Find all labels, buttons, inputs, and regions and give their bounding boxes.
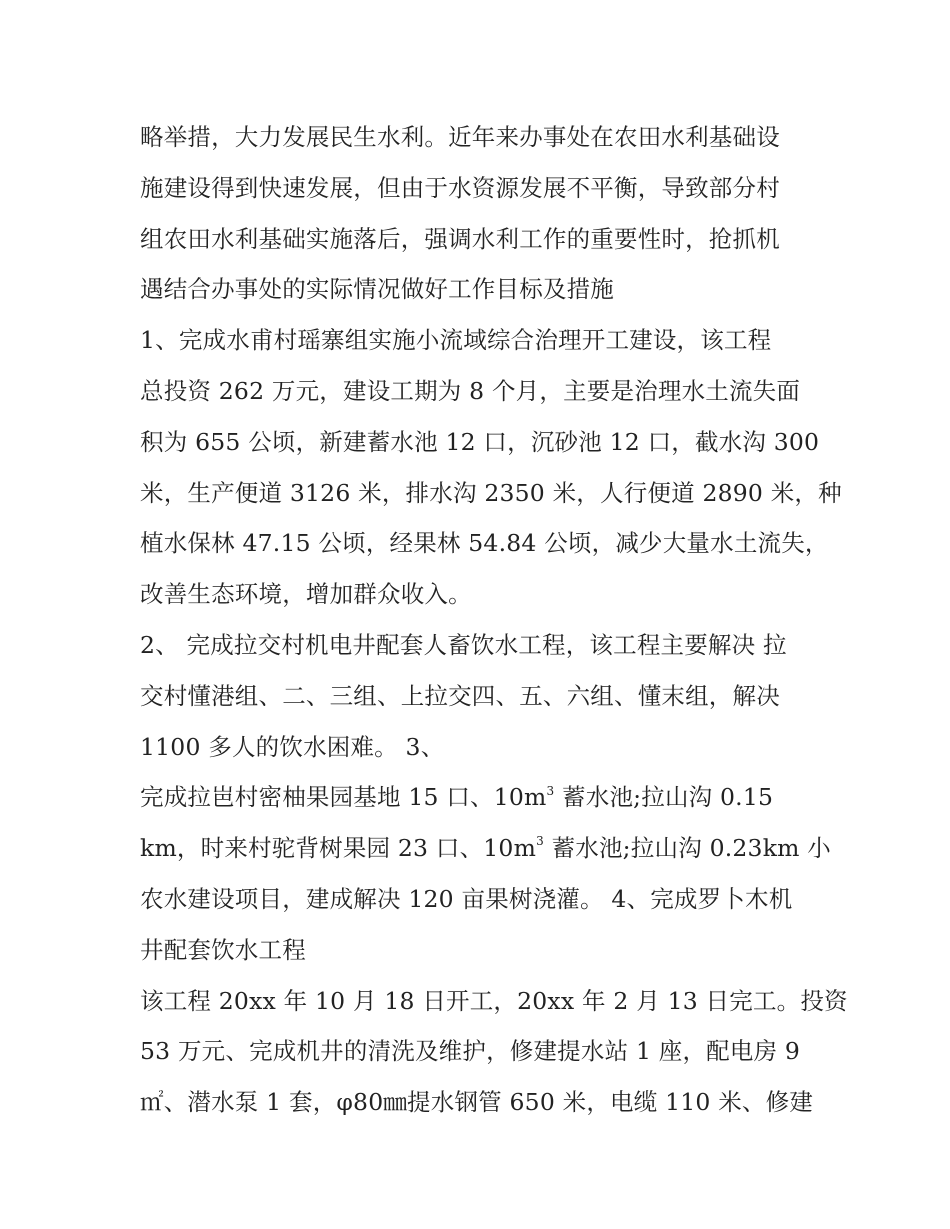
text-line: 改善生态环境，增加群众收入。	[140, 580, 472, 609]
text-line: 1、完成水甫村瑶寨组实施小流域综合治理开工建设，该工程	[140, 326, 772, 355]
text-line: 1100 多人的饮水困难。 3、	[140, 732, 445, 761]
text-line: 53 万元、完成机井的清洗及维护，修建提水站 1 座，配电房 9	[140, 1037, 801, 1066]
superscript: 3	[546, 783, 555, 798]
text-line: 农水建设项目，建成解决 120 亩果树浇灌。 4、完成罗卜木机	[140, 884, 793, 913]
text-line: 井配套饮水工程	[140, 935, 306, 964]
text-line: 施建设得到快速发展，但由于水资源发展不平衡，导致部分村	[140, 173, 780, 202]
text-line-with-superscript	[140, 823, 830, 874]
text-line: 总投资 262 万元，建设工期为 8 个月，主要是治理水土流失面	[140, 376, 801, 405]
text-line: 遇结合办事处的实际情况做好工作目标及措施	[140, 275, 614, 304]
text-segment: 蓄水池;拉山沟 0.15	[554, 783, 774, 812]
text-segment: km，时来村驼背树果园 23 口、10m	[140, 834, 537, 863]
text-line: 组农田水利基础实施落后，强调水利工作的重要性时，抢抓机	[140, 224, 780, 253]
text-line: 2、 完成拉交村机电井配套人畜饮水工程，该工程主要解决 拉	[140, 630, 787, 659]
text-line: 米，生产便道 3126 米，排水沟 2350 米，人行便道 2890 米，种	[140, 478, 842, 507]
text-segment: 完成拉岜村密柚果园基地 15 口、10m	[140, 783, 547, 812]
text-line: 植水保林 47.15 公顷，经果林 54.84 公顷，减少大量水土流失，	[140, 529, 829, 558]
text-line-with-superscript	[140, 772, 830, 823]
text-line: 交村懂港组、二、三组、上拉交四、五、六组、懂末组，解决	[140, 681, 780, 710]
text-line: 该工程 20xx 年 10 月 18 日开工，20xx 年 2 月 13 日完工。投资	[140, 986, 848, 1015]
document-body	[140, 112, 848, 1128]
text-line: ㎡、潜水泵 1 套，φ80㎜提水钢管 650 米，电缆 110 米、修建	[140, 1088, 814, 1117]
text-line: 略举措，大力发展民生水利。近年来办事处在农田水利基础设	[140, 123, 780, 151]
superscript: 3	[536, 834, 544, 849]
text-segment: 蓄水池;拉山沟 0.23km 小	[543, 834, 831, 863]
text-line: 积为 655 公顷，新建蓄水池 12 口，沉砂池 12 口，截水沟 300	[140, 427, 820, 456]
